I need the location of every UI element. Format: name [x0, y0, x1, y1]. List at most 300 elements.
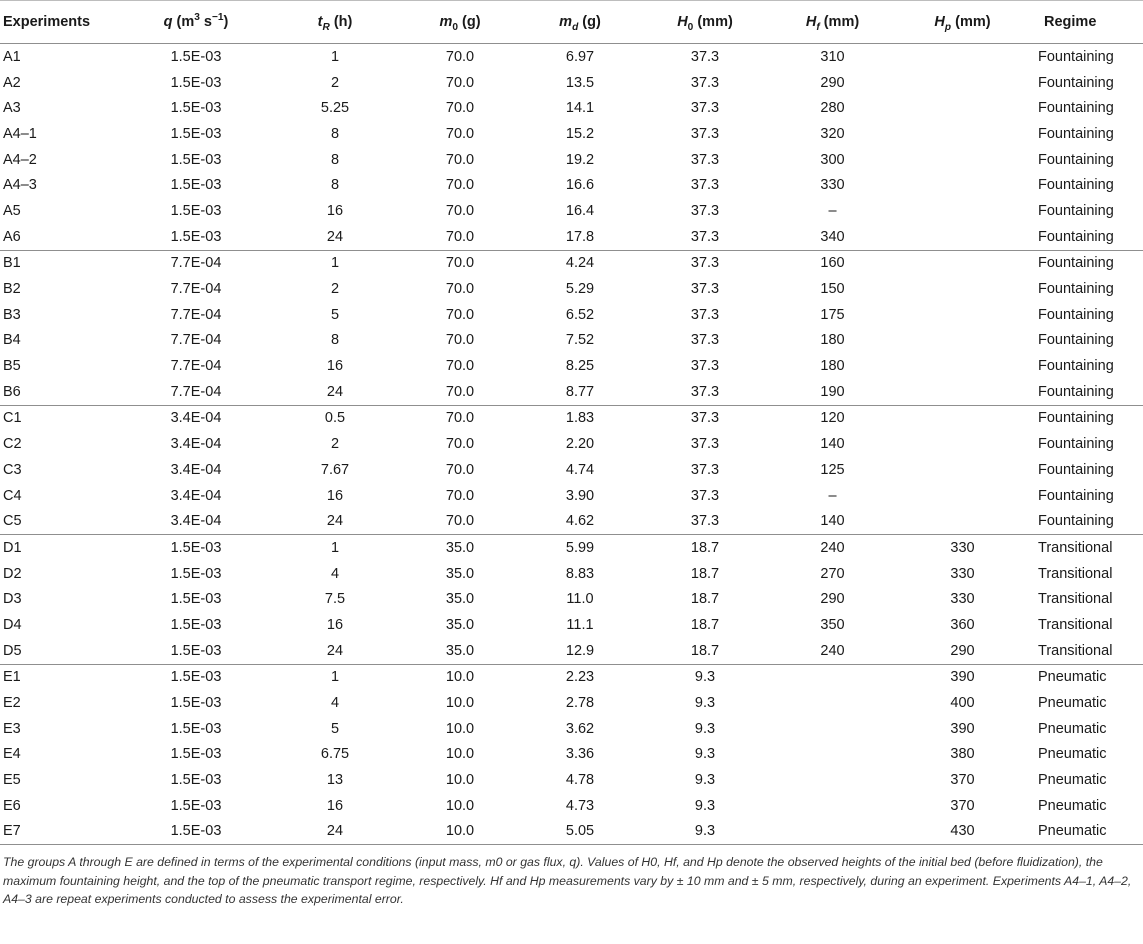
- cell-q: 1.5E-03: [170, 74, 222, 91]
- cell-Hp: [895, 44, 1030, 70]
- cell-Hf: [770, 664, 895, 690]
- cell-experiment: D5: [3, 642, 22, 659]
- cell-Hf: 160: [770, 250, 895, 276]
- cell-Hp: [895, 508, 1030, 534]
- cell-tR: 0.5: [270, 405, 400, 431]
- cell-H0: 37.3: [690, 332, 720, 349]
- cell-q: 1.5E-03: [170, 100, 222, 117]
- cell-md: 5.05: [520, 819, 640, 845]
- cell-q: 1.5E-03: [170, 797, 222, 814]
- cell-Hf: 190: [820, 383, 845, 400]
- cell-md: 2.23: [520, 664, 640, 690]
- cell-regime: Fountaining: [1038, 436, 1114, 453]
- header-md: [520, 1, 640, 44]
- cell-experiment: E4: [3, 746, 21, 763]
- cell-H0: 9.3: [694, 746, 716, 763]
- cell-H0: 37.3: [690, 487, 720, 504]
- cell-experiment: C3: [3, 461, 22, 478]
- header-q: [122, 1, 270, 44]
- cell-regime: Fountaining: [1038, 487, 1114, 504]
- cell-H0: 37.3: [690, 306, 720, 323]
- cell-md: 4.62: [565, 513, 595, 530]
- cell-Hp: 380: [950, 746, 975, 763]
- cell-md: 3.62: [565, 720, 595, 737]
- cell-tR: 8: [330, 177, 340, 194]
- header-tR-sub: R: [322, 21, 330, 33]
- table-row: [0, 276, 1143, 302]
- cell-q: 1.5E-03: [170, 616, 222, 633]
- cell-regime: Fountaining: [1038, 125, 1114, 142]
- cell-H0: 37.3: [690, 383, 720, 400]
- cell-m0: 70.0: [445, 383, 475, 400]
- cell-regime: Fountaining: [1038, 48, 1114, 65]
- cell-H0: 9.3: [640, 819, 770, 845]
- cell-md: 3.90: [565, 487, 595, 504]
- cell-experiment: E1: [0, 664, 122, 690]
- cell-Hf: 290: [820, 74, 845, 91]
- cell-experiment: B3: [3, 306, 21, 323]
- cell-Hp: [895, 198, 1030, 224]
- cell-tR: 24: [326, 642, 344, 659]
- cell-regime: Fountaining: [1030, 405, 1143, 431]
- cell-Hf: 270: [820, 565, 845, 582]
- header-Hf: [770, 1, 895, 44]
- cell-H0: 18.7: [640, 535, 770, 561]
- cell-Hf: [770, 742, 895, 768]
- cell-H0: 9.3: [694, 695, 716, 712]
- header-m0-symbol: m: [439, 14, 453, 30]
- cell-tR: 4: [330, 695, 340, 712]
- cell-tR: 1: [270, 664, 400, 690]
- table-footnote: The groups A through E are defined in terms of the experimental conditions (input mass, m0 or gas flux, q). Values of H0, Hf, and Hp denote the observed heights of the initial bed (before fluidization), the maximum fountaining height, and the top of the pneumatic transport regime, respectively. Hf and Hp measurements vary by ± 10 mm and ± 5 mm, respectively, during an experiment. Experiments A4–1, A4–2, A4–3 are repeat experiments conducted to assess the experimental error.: [3, 855, 1132, 907]
- cell-m0: 70.0: [400, 250, 520, 276]
- cell-q: 3.4E-04: [170, 487, 222, 504]
- cell-m0: 10.0: [445, 695, 475, 712]
- cell-m0: 35.0: [445, 591, 475, 608]
- cell-regime: Transitional: [1038, 565, 1113, 582]
- cell-m0: 35.0: [445, 616, 475, 633]
- cell-Hp: [895, 483, 1030, 509]
- cell-md: 5.29: [565, 281, 595, 298]
- cell-q: 7.7E-04: [170, 281, 222, 298]
- cell-md: 2.78: [565, 695, 595, 712]
- cell-Hp: 330: [950, 591, 975, 608]
- cell-q: 7.7E-04: [170, 358, 222, 375]
- cell-Hp: 330: [950, 565, 975, 582]
- cell-regime: Transitional: [1038, 642, 1113, 659]
- cell-Hp: 370: [950, 797, 975, 814]
- cell-m0: 10.0: [445, 746, 475, 763]
- header-md-unit: (g): [578, 14, 601, 30]
- cell-regime: Transitional: [1030, 535, 1143, 561]
- cell-experiment: D1: [0, 535, 122, 561]
- cell-md: 4.73: [565, 797, 595, 814]
- cell-regime: Fountaining: [1038, 151, 1114, 168]
- cell-Hp: [895, 172, 1030, 198]
- cell-H0: 37.3: [690, 74, 720, 91]
- cell-experiment: D2: [3, 565, 22, 582]
- cell-regime: Fountaining: [1038, 306, 1114, 323]
- cell-experiment: C5: [3, 513, 22, 530]
- cell-Hp: [895, 224, 1030, 250]
- cell-regime: Transitional: [1038, 616, 1113, 633]
- cell-md: 14.1: [565, 100, 595, 117]
- cell-H0: 37.3: [640, 405, 770, 431]
- cell-H0: 18.7: [690, 616, 720, 633]
- header-H0-sub: 0: [687, 21, 694, 33]
- cell-m0: 10.0: [445, 797, 475, 814]
- cell-tR: 16: [326, 202, 344, 219]
- header-m0-unit: (g): [458, 14, 481, 30]
- table-row: [0, 457, 1143, 483]
- cell-m0: 70.0: [445, 74, 475, 91]
- cell-md: 3.36: [565, 746, 595, 763]
- cell-H0: 18.7: [690, 591, 720, 608]
- cell-Hf: 280: [820, 100, 845, 117]
- cell-Hf: 180: [820, 332, 845, 349]
- cell-experiment: B2: [3, 281, 21, 298]
- cell-H0: 18.7: [690, 642, 720, 659]
- cell-tR: 5.25: [320, 100, 350, 117]
- cell-Hf: 240: [770, 535, 895, 561]
- cell-tR: 8: [330, 332, 340, 349]
- cell-Hp: [895, 250, 1030, 276]
- cell-H0: 37.3: [690, 436, 720, 453]
- cell-Hf: 150: [820, 281, 845, 298]
- cell-tR: 2: [330, 281, 340, 298]
- cell-regime: Fountaining: [1038, 74, 1114, 91]
- cell-H0: 37.3: [690, 358, 720, 375]
- cell-m0: 70.0: [445, 513, 475, 530]
- cell-experiment: E5: [3, 772, 21, 789]
- cell-regime: Pneumatic: [1038, 772, 1107, 789]
- cell-q: 1.5E-03: [122, 819, 270, 845]
- cell-m0: 35.0: [445, 565, 475, 582]
- table-header: [0, 1, 1143, 44]
- cell-tR: 16: [326, 616, 344, 633]
- cell-regime: Pneumatic: [1038, 695, 1107, 712]
- table-body: [0, 44, 1143, 845]
- cell-Hp: [895, 276, 1030, 302]
- cell-tR: 2: [330, 436, 340, 453]
- table-row: [0, 586, 1143, 612]
- table-row: [0, 198, 1143, 224]
- cell-experiment: E2: [3, 695, 21, 712]
- cell-tR: 1: [270, 535, 400, 561]
- cell-tR: 8: [330, 125, 340, 142]
- header-q-unit-mid: s: [199, 14, 212, 30]
- cell-experiment: B1: [0, 250, 122, 276]
- cell-Hf: 340: [820, 228, 845, 245]
- cell-experiment: C1: [0, 405, 122, 431]
- cell-tR: 5: [330, 720, 340, 737]
- table-row: [0, 664, 1143, 690]
- cell-experiment: A3: [3, 100, 21, 117]
- cell-experiment: A6: [3, 228, 21, 245]
- cell-regime: Transitional: [1038, 591, 1113, 608]
- cell-Hp: 390: [895, 664, 1030, 690]
- cell-Hf: [770, 716, 895, 742]
- cell-H0: 37.3: [640, 250, 770, 276]
- cell-experiment: D3: [3, 591, 22, 608]
- cell-Hp: 400: [950, 695, 975, 712]
- cell-tR: 2: [330, 74, 340, 91]
- cell-regime: Fountaining: [1038, 332, 1114, 349]
- cell-Hp: [895, 405, 1030, 431]
- cell-q: 1.5E-03: [170, 591, 222, 608]
- cell-m0: 10.0: [400, 664, 520, 690]
- cell-q: 1.5E-03: [170, 720, 222, 737]
- header-m0-sub: 0: [452, 21, 458, 33]
- cell-regime: Fountaining: [1030, 250, 1143, 276]
- cell-Hf: 290: [820, 591, 845, 608]
- table-row: [0, 95, 1143, 121]
- cell-q: 7.7E-04: [122, 250, 270, 276]
- cell-m0: 70.0: [445, 228, 475, 245]
- header-Hf-unit: (mm): [819, 14, 860, 30]
- cell-regime: Fountaining: [1038, 383, 1114, 400]
- cell-regime: Fountaining: [1038, 177, 1114, 194]
- cell-regime: Fountaining: [1038, 461, 1114, 478]
- header-m0: [400, 1, 520, 44]
- cell-experiment: A4–3: [3, 177, 37, 194]
- cell-md: 8.77: [565, 383, 595, 400]
- table-row: [0, 250, 1143, 276]
- header-Hp-unit: (mm): [951, 14, 991, 30]
- cell-Hp: [895, 328, 1030, 354]
- cell-md: 4.74: [565, 461, 595, 478]
- cell-Hp: 330: [895, 535, 1030, 561]
- cell-md: 16.6: [565, 177, 595, 194]
- cell-experiment: B5: [3, 358, 21, 375]
- cell-q: 3.4E-04: [170, 513, 222, 530]
- cell-Hf: 175: [820, 306, 845, 323]
- table-row: [0, 405, 1143, 431]
- cell-Hf: 320: [820, 125, 845, 142]
- cell-m0: 70.0: [445, 177, 475, 194]
- table-row: [0, 690, 1143, 716]
- cell-Hf: 140: [820, 513, 845, 530]
- cell-tR: 24: [326, 228, 344, 245]
- header-tR-symbol: t: [317, 14, 323, 30]
- header-Hf-sub: f: [816, 21, 820, 33]
- table-row: [0, 121, 1143, 147]
- cell-experiment: E3: [3, 720, 21, 737]
- cell-tR: 1: [330, 48, 340, 65]
- table-row: [0, 172, 1143, 198]
- cell-md: 11.1: [566, 616, 594, 633]
- cell-Hp: [895, 379, 1030, 405]
- table-row: [0, 535, 1143, 561]
- cell-md: 8.83: [565, 565, 595, 582]
- header-tR: [270, 1, 400, 44]
- cell-md: 12.9: [565, 642, 595, 659]
- cell-experiment: B6: [3, 383, 21, 400]
- cell-Hf: [770, 819, 895, 845]
- cell-md: 8.25: [565, 358, 595, 375]
- table-row: [0, 793, 1143, 819]
- table-row: [0, 638, 1143, 664]
- cell-Hf: 300: [820, 151, 845, 168]
- header-q-unit-post: ): [223, 14, 229, 30]
- header-regime: Regime: [1030, 1, 1143, 44]
- cell-regime: Pneumatic: [1030, 819, 1143, 845]
- cell-Hp: [895, 431, 1030, 457]
- header-experiments: Experiments: [0, 1, 122, 44]
- cell-regime: Fountaining: [1038, 358, 1114, 375]
- cell-q: 7.7E-04: [170, 332, 222, 349]
- cell-experiment: C2: [3, 436, 22, 453]
- cell-tR: 24: [326, 513, 344, 530]
- cell-m0: 70.0: [445, 332, 475, 349]
- cell-H0: 37.3: [690, 100, 720, 117]
- cell-m0: 70.0: [445, 306, 475, 323]
- cell-Hp: 430: [895, 819, 1030, 845]
- table-row: [0, 224, 1143, 250]
- cell-m0: 70.0: [445, 436, 475, 453]
- cell-q: 1.5E-03: [170, 202, 222, 219]
- cell-md: 13.5: [565, 74, 595, 91]
- header-q-symbol: q: [163, 14, 173, 30]
- cell-Hp: [895, 70, 1030, 96]
- cell-m0: 70.0: [445, 202, 475, 219]
- cell-md: 4.78: [565, 772, 595, 789]
- cell-q: 1.5E-03: [170, 151, 222, 168]
- cell-tR: 4: [330, 565, 340, 582]
- cell-q: 1.5E-03: [170, 48, 222, 65]
- cell-q: 3.4E-04: [170, 436, 222, 453]
- cell-m0: 70.0: [445, 100, 475, 117]
- cell-q: 1.5E-03: [122, 664, 270, 690]
- cell-tR: 8: [330, 151, 340, 168]
- header-md-symbol: m: [559, 14, 573, 30]
- cell-md: 4.24: [520, 250, 640, 276]
- cell-m0: 70.0: [445, 48, 475, 65]
- cell-Hf: 140: [820, 436, 845, 453]
- header-Hf-symbol: H: [805, 14, 817, 30]
- cell-experiment: A1: [3, 48, 21, 65]
- cell-tR: 16: [326, 797, 344, 814]
- cell-m0: 70.0: [445, 151, 475, 168]
- cell-md: 5.99: [520, 535, 640, 561]
- cell-regime: Fountaining: [1038, 228, 1114, 245]
- table-row: [0, 742, 1143, 768]
- cell-Hf: [770, 767, 895, 793]
- cell-Hp: [895, 121, 1030, 147]
- table-row: [0, 767, 1143, 793]
- cell-md: 15.2: [565, 125, 595, 142]
- cell-q: 7.7E-04: [170, 383, 222, 400]
- cell-q: 1.5E-03: [170, 177, 222, 194]
- cell-regime: Pneumatic: [1030, 664, 1143, 690]
- table-row: [0, 819, 1143, 845]
- header-q-sup1: 3: [194, 12, 200, 24]
- cell-H0: 37.3: [690, 151, 720, 168]
- cell-tR: 16: [326, 358, 344, 375]
- cell-md: 1.83: [520, 405, 640, 431]
- cell-Hp: 290: [950, 642, 975, 659]
- cell-tR: 6.75: [320, 746, 350, 763]
- cell-Hf: –: [828, 487, 837, 504]
- cell-Hp: 370: [950, 772, 975, 789]
- cell-H0: 37.3: [690, 202, 720, 219]
- table-row: [0, 561, 1143, 587]
- cell-m0: 70.0: [400, 405, 520, 431]
- cell-Hp: 360: [950, 616, 975, 633]
- cell-H0: 9.3: [694, 797, 716, 814]
- cell-q: 1.5E-03: [170, 565, 222, 582]
- header-Hp-symbol: H: [934, 14, 945, 30]
- header-Hp: [895, 1, 1030, 44]
- cell-H0: 37.3: [690, 461, 720, 478]
- cell-tR: 16: [326, 487, 344, 504]
- cell-Hp: [895, 353, 1030, 379]
- cell-H0: 9.3: [640, 664, 770, 690]
- cell-q: 3.4E-04: [122, 405, 270, 431]
- cell-H0: 37.3: [690, 177, 720, 194]
- cell-experiment: E6: [3, 797, 21, 814]
- cell-tR: 5: [330, 306, 340, 323]
- cell-Hf: 120: [770, 405, 895, 431]
- cell-m0: 70.0: [445, 487, 475, 504]
- cell-q: 1.5E-03: [170, 125, 222, 142]
- cell-q: 1.5E-03: [170, 228, 222, 245]
- cell-experiment: E7: [0, 819, 122, 845]
- cell-q: 1.5E-03: [170, 772, 222, 789]
- cell-regime: Pneumatic: [1038, 746, 1107, 763]
- cell-tR: 24: [270, 819, 400, 845]
- cell-md: 6.97: [565, 48, 595, 65]
- cell-tR: 7.67: [320, 461, 350, 478]
- cell-Hf: –: [828, 202, 837, 219]
- cell-Hp: [895, 95, 1030, 121]
- cell-experiment: A2: [3, 74, 21, 91]
- cell-md: 19.2: [565, 151, 595, 168]
- table-row: [0, 147, 1143, 173]
- cell-md: 2.20: [565, 436, 595, 453]
- cell-tR: 24: [326, 383, 344, 400]
- cell-regime: Fountaining: [1038, 202, 1114, 219]
- cell-regime: Pneumatic: [1038, 797, 1107, 814]
- cell-q: 1.5E-03: [170, 642, 222, 659]
- cell-Hf: 180: [820, 358, 845, 375]
- cell-H0: 18.7: [690, 565, 720, 582]
- cell-q: 1.5E-03: [170, 746, 222, 763]
- cell-experiment: B4: [3, 332, 21, 349]
- cell-experiment: A5: [3, 202, 21, 219]
- cell-Hp: [895, 302, 1030, 328]
- cell-md: 6.52: [565, 306, 595, 323]
- cell-q: 7.7E-04: [170, 306, 222, 323]
- cell-experiment: D4: [3, 616, 22, 633]
- cell-m0: 70.0: [445, 461, 475, 478]
- header-q-sup2: −1: [211, 12, 224, 24]
- cell-Hf: [770, 690, 895, 716]
- cell-experiment: A4–2: [3, 151, 37, 168]
- cell-Hf: 330: [820, 177, 845, 194]
- cell-m0: 10.0: [400, 819, 520, 845]
- header-q-unit-pre: (m: [172, 14, 195, 30]
- header-tR-unit: (h): [329, 14, 353, 30]
- cell-Hp: 390: [950, 720, 975, 737]
- cell-regime: Fountaining: [1038, 281, 1114, 298]
- cell-Hp: [895, 147, 1030, 173]
- cell-md: 17.8: [565, 228, 595, 245]
- cell-Hp: [895, 457, 1030, 483]
- cell-H0: 37.3: [690, 513, 720, 530]
- cell-md: 7.52: [565, 332, 595, 349]
- cell-tR: 13: [326, 772, 344, 789]
